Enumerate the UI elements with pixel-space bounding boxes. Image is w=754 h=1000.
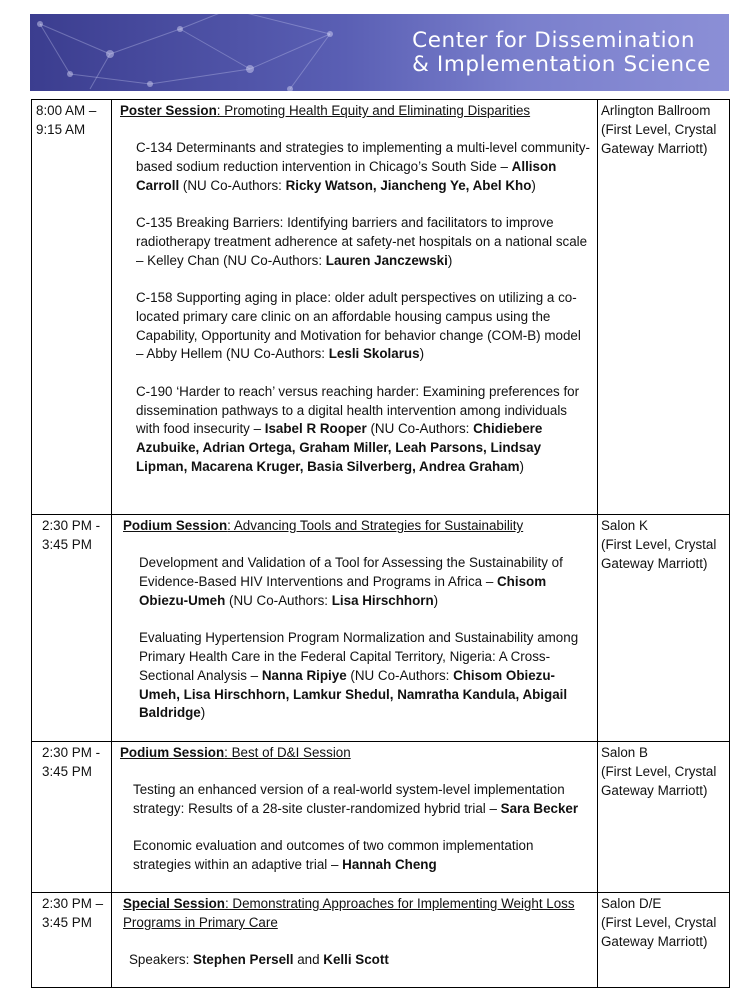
author-name: Lesli Skolarus [328, 346, 420, 362]
session-time [32, 515, 112, 742]
session-topic: : Advancing Tools and Strategies for Sustainability [227, 518, 524, 533]
author-name: Hannah Cheng [342, 857, 437, 873]
session-content [112, 742, 598, 893]
session-kind: Poster Session [120, 103, 217, 118]
presentation-item: Economic evaluation and outcomes of two common implementation strategies within an adaptive trial – Hannah Cheng [133, 838, 534, 873]
session-items [118, 139, 591, 476]
session-kind: Podium Session [123, 518, 228, 533]
session-title [118, 895, 591, 933]
session-kind: Special Session [123, 896, 225, 911]
presentation-item: C-134 Determinants and strategies to implementing a multi-level community-based sodium reduction intervention in Chicago’s South Side – Allison Carroll (NU Co-Authors: Ricky Watson, Jiancheng Ye, Abel Kho) [136, 140, 590, 193]
author-name: Kelli Scott [323, 952, 389, 968]
presentation-item: Evaluating Hypertension Program Normalization and Sustainability among Primary Health Care in the Federal Capital Territory, Nigeria: A Cross-Sectional Analysis – Nanna Ripiye (NU Co-Authors: Chisom Obiezu-Umeh, Lisa Hirschhorn, Lamkur Shedul, Namratha Kandula, Abigail Baldridge) [139, 630, 579, 721]
time-text: 8:00 AM – 9:15 AM [36, 103, 97, 137]
presentation-item: C-190 ‘Harder to reach’ versus reaching harder: Examining preferences for dissemination pathways to a digital health intervention among individuals with food insecurity – Isabel R Rooper (NU Co-Authors: Chidiebere Azubuike, Adrian Ortega, Graham Miller, Leah Parsons, Lindsay Lipman, Macarena Kruger, Basia Silverberg, Andrea Graham) [136, 383, 580, 474]
author-name: Isabel R Rooper [264, 421, 367, 437]
header-title-line2: & Implementation Science [412, 52, 711, 77]
time-text: 2:30 PM - 3:45 PM [42, 745, 101, 779]
author-name: Ricky Watson, Jiancheng Ye, Abel Kho [285, 177, 532, 193]
session-content [112, 515, 598, 742]
session-items [118, 951, 591, 970]
session-row [32, 515, 730, 742]
author-name: Sara Becker [500, 801, 579, 817]
session-location [598, 893, 730, 988]
location-text: Salon D/E (First Level, Crystal Gateway Marriott) [601, 896, 717, 949]
session-location [598, 742, 730, 893]
location-text: Arlington Ballroom (First Level, Crystal Gateway Marriott) [601, 103, 717, 156]
session-topic: : Best of D&I Session [224, 745, 351, 760]
session-topic: : Demonstrating Approaches for Implementing Weight Loss Programs in Primary Care [123, 896, 575, 930]
schedule-table [31, 99, 730, 988]
session-location [598, 515, 730, 742]
author-name: Nanna Ripiye [261, 667, 347, 683]
session-location [598, 100, 730, 515]
header-title-line1: Center for Dissemination [412, 28, 696, 53]
author-name: Chisom Obiezu-Umeh, Lisa Hirschhorn, Lamkur Shedul, Namratha Kandula, Abigail Baldridge [139, 667, 568, 721]
author-name: Chidiebere Azubuike, Adrian Ortega, Graham Miller, Leah Parsons, Lindsay Lipman, Macarena Kruger, Basia Silverberg, Andrea Graham [136, 421, 543, 474]
author-name: Chisom Obiezu-Umeh [139, 574, 547, 608]
session-content [112, 100, 598, 515]
session-title [118, 517, 591, 536]
session-time [32, 100, 112, 515]
presentation-item: Development and Validation of a Tool for Assessing the Sustainability of Evidence-Based HIV Interventions and Programs in Africa – Chisom Obiezu-Umeh (NU Co-Authors: Lisa Hirschhorn) [139, 555, 563, 608]
author-name: Lauren Janczewski [325, 252, 448, 268]
presentation-item: C-135 Breaking Barriers: Identifying barriers and facilitators to improve radiotherapy treatment adherence at safety-net hospitals on a national scale – Kelley Chan (NU Co-Authors: Lauren Janczewski) [136, 215, 588, 268]
presentation-item: Speakers: Stephen Persell and Kelli Scott [129, 952, 389, 968]
session-row [32, 893, 730, 988]
session-title [118, 744, 591, 763]
session-content [112, 893, 598, 988]
presentation-item: Testing an enhanced version of a real-world system-level implementation strategy: Results of a 28-site cluster-randomized hybrid trial – Sara Becker [133, 782, 579, 817]
author-name: Lisa Hirschhorn [331, 592, 434, 608]
author-name: Allison Carroll [136, 159, 557, 193]
session-items [118, 781, 591, 875]
time-text: 2:30 PM – 3:45 PM [42, 896, 104, 930]
author-name: Stephen Persell [193, 952, 294, 968]
session-items [118, 554, 591, 723]
header-title [412, 29, 711, 77]
time-text: 2:30 PM - 3:45 PM [42, 518, 101, 552]
session-time [32, 893, 112, 988]
header-banner [30, 14, 729, 91]
session-row [32, 742, 730, 893]
session-kind: Podium Session [120, 745, 225, 760]
session-topic: : Promoting Health Equity and Eliminating Disparities [216, 103, 531, 118]
location-text: Salon B (First Level, Crystal Gateway Marriott) [601, 745, 717, 798]
session-row [32, 100, 730, 515]
presentation-item: C-158 Supporting aging in place: older adult perspectives on utilizing a co-located primary care clinic on an affordable housing campus using the Capability, Opportunity and Motivation for behavior change (COM-B) model – Abby Hellem (NU Co-Authors: Lesli Skolarus) [136, 290, 581, 362]
session-time [32, 742, 112, 893]
location-text: Salon K (First Level, Crystal Gateway Marriott) [601, 518, 717, 571]
session-title [118, 102, 591, 121]
